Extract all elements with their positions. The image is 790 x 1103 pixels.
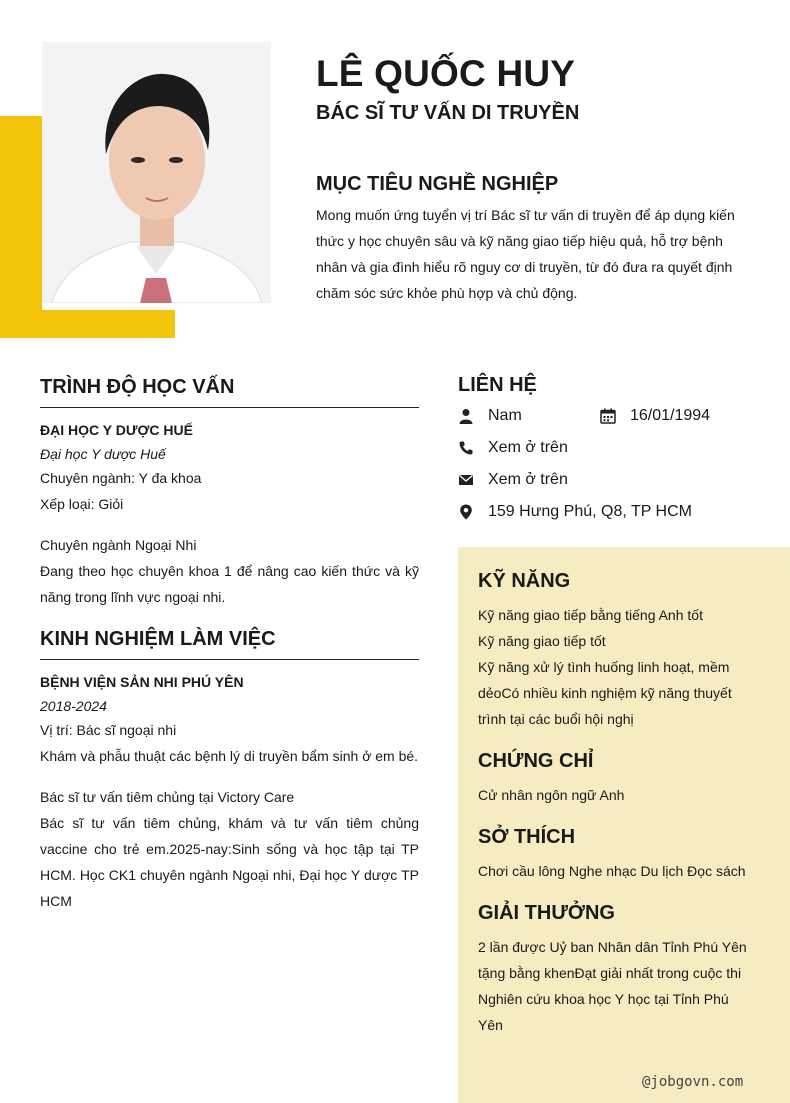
experience-extra-entry (40, 784, 419, 914)
education-major: Chuyên ngành: Y đa khoa (40, 470, 202, 486)
contact-email-value: Xem ở trên (488, 471, 568, 488)
contact-email (458, 468, 568, 492)
location-pin-icon (458, 504, 474, 520)
objective-text: Mong muốn ứng tuyển vị trí Bác sĩ tư vấn di truyền để áp dụng kiến thức y học chuyên sâu và kỹ năng giao tiếp hiệu quả, hỗ trợ bệnh nhân và gia đình hiểu rõ nguy cơ di truyền, từ đó đưa ra quyết định chăm sóc sức khỏe phù hợp và chủ động. (316, 207, 735, 301)
phone-icon (458, 440, 474, 456)
experience-period: 2018-2024 (40, 698, 107, 714)
candidate-name: LÊ QUỐC HUY (316, 53, 576, 94)
hobbies-title: SỞ THÍCH (478, 826, 576, 848)
experience-position: Vị trí: Bác sĩ ngoại nhi (40, 722, 177, 738)
experience-extra-text: Bác sĩ tư vấn tiêm chủng, khám và tư vấn tiêm chủng vaccine cho trẻ em.2025-nay:Sinh sống và học tập tại TP HCM. Học CK1 chuyên ngành Ngoại nhi, Đại học Y dược TP HCM (40, 815, 419, 909)
skills-title: KỸ NĂNG (478, 570, 571, 592)
accent-bar-horizontal (0, 310, 175, 338)
watermark: @jobgovn.com (642, 1074, 744, 1090)
education-school: ĐẠI HỌC Y DƯỢC HUẾ (40, 422, 193, 438)
contact-dob (600, 404, 710, 428)
education-title: TRÌNH ĐỘ HỌC VẤN (40, 376, 419, 408)
person-icon (458, 408, 474, 424)
experience-extra-title: Bác sĩ tư vấn tiêm chủng tại Victory Care (40, 789, 295, 805)
contact-title: LIÊN HỆ (458, 374, 537, 396)
job-title: BÁC SĨ TƯ VẤN DI TRUYỀN (316, 102, 580, 124)
hobbies-text: Chơi cầu lông Nghe nhạc Du lịch Đọc sách (478, 863, 746, 879)
education-extra-entry (40, 532, 419, 610)
education-rank: Xếp loại: Giỏi (40, 496, 124, 512)
certificates-text: Cử nhân ngôn ngữ Anh (478, 787, 625, 803)
profile-photo (42, 42, 271, 303)
contact-gender-value: Nam (488, 407, 522, 424)
experience-title: KINH NGHIỆM LÀM VIỆC (40, 628, 419, 660)
skill-item: Kỹ năng xử lý tình huống linh hoạt, mềm dẻoCó nhiều kinh nghiệm kỹ năng thuyết trình tại các buổi hội nghị (478, 659, 732, 727)
contact-phone-value: Xem ở trên (488, 439, 568, 456)
education-extra-title: Chuyên ngành Ngoại Nhi (40, 537, 197, 553)
skills-list (478, 602, 748, 732)
certificates-title: CHỨNG CHỈ (478, 750, 594, 772)
experience-desc: Khám và phẫu thuật các bệnh lý di truyền bẩm sinh ở em bé. (40, 748, 419, 764)
education-entry (40, 417, 419, 517)
education-extra-text: Đang theo học chuyên khoa 1 để nâng cao kiến thức và kỹ năng trong lĩnh vực ngoại nhi. (40, 563, 419, 605)
accent-bar-vertical (0, 116, 42, 338)
experience-entry (40, 669, 419, 769)
experience-org: BỆNH VIỆN SẢN NHI PHÚ YÊN (40, 674, 244, 690)
contact-dob-value: 16/01/1994 (630, 407, 711, 424)
contact-address (458, 500, 692, 524)
skill-item: Kỹ năng giao tiếp tốt (478, 633, 606, 649)
awards-title: GIẢI THƯỞNG (478, 902, 615, 924)
contact-phone (458, 436, 568, 460)
calendar-icon (600, 408, 616, 424)
objective-title: MỤC TIÊU NGHỀ NGHIỆP (316, 173, 559, 195)
contact-address-value: 159 Hưng Phú, Q8, TP HCM (488, 503, 692, 520)
mail-icon (458, 472, 474, 488)
skill-item: Kỹ năng giao tiếp bằng tiếng Anh tốt (478, 607, 703, 623)
education-school-sub: Đại học Y dược Huế (40, 446, 166, 462)
contact-gender (458, 404, 522, 428)
awards-text: 2 lần được Uỷ ban Nhân dân Tỉnh Phú Yên tặng bằng khenĐạt giải nhất trong cuộc thi Nghiên cứu khoa học Y học tại Tỉnh Phú Yên (478, 939, 747, 1033)
